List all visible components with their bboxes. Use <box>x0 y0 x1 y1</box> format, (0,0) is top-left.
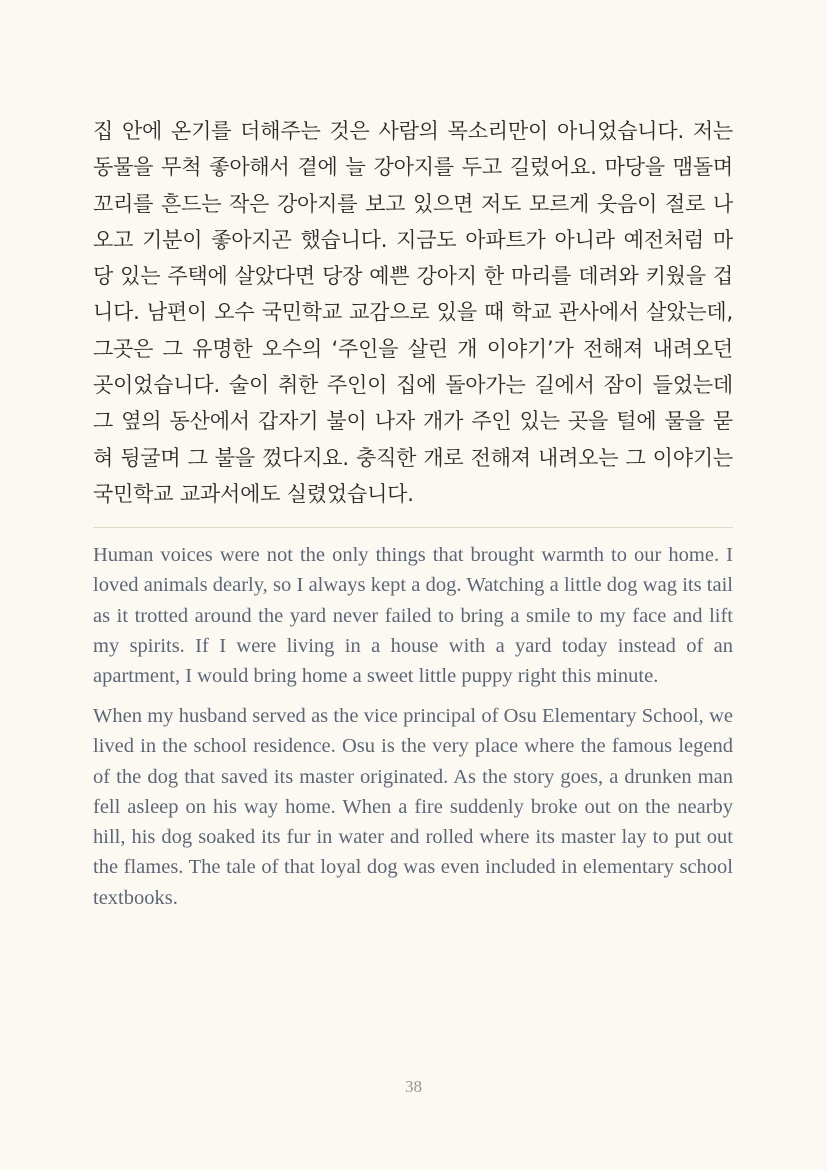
section-divider <box>93 527 733 528</box>
page-number: 38 <box>405 1077 422 1096</box>
korean-paragraph: 집 안에 온기를 더해주는 것은 사람의 목소리만이 아니었습니다. 저는 동물을 무척 좋아해서 곁에 늘 강아지를 두고 길렀어요. 마당을 맴돌며 꼬리를 흔드는 작은 강아지를 보고 있으면 저도 모르게 웃음이 절로 나오고 기분이 좋아지곤 했습니다. 지금도 아파트가 아니라 예전처럼 마당 있는 주택에 살았다면 당장 예쁜 강아지 한 마리를 데려와 키웠을 겁니다. 남편이 오수 국민학교 교감으로 있을 때 학교 관사에서 살았는데, 그곳은 그 유명한 오수의 ‘주인을 살린 개 이야기’가 전해져 내려오던 곳이었습니다. 술이 취한 주인이 집에 돌아가는 길에서 잠이 들었는데 그 옆의 동산에서 갑자기 불이 나자 개가 주인 있는 곳을 털에 물을 묻혀 뒹굴며 그 불을 껐다지요. 충직한 개로 전해져 내려오는 그 이야기는 국민학교 교과서에도 실렸었습니다. <box>93 119 733 506</box>
english-paragraph-2: When my husband served as the vice principal of Osu Elementary School, we lived in the school residence. Osu is the very place where the famous legend of the dog that saved its master originated. As the story goes, a drunken man fell asleep on his way home. When a fire suddenly broke out on the nearby hill, his dog soaked its fur in water and rolled where its master lay to put out the flames. The tale of that loyal dog was even included in elementary school textbooks. <box>93 705 733 909</box>
english-paragraph-1: Human voices were not the only things that brought warmth to our home. I loved animals dearly, so I always kept a dog. Watching a little dog wag its tail as it trotted around the yard never failed to bring a smile to my face and lift my spirits. If I were living in a house with a yard today instead of an apartment, I would bring home a sweet little puppy right this minute. <box>93 544 733 688</box>
page-content <box>93 113 733 913</box>
